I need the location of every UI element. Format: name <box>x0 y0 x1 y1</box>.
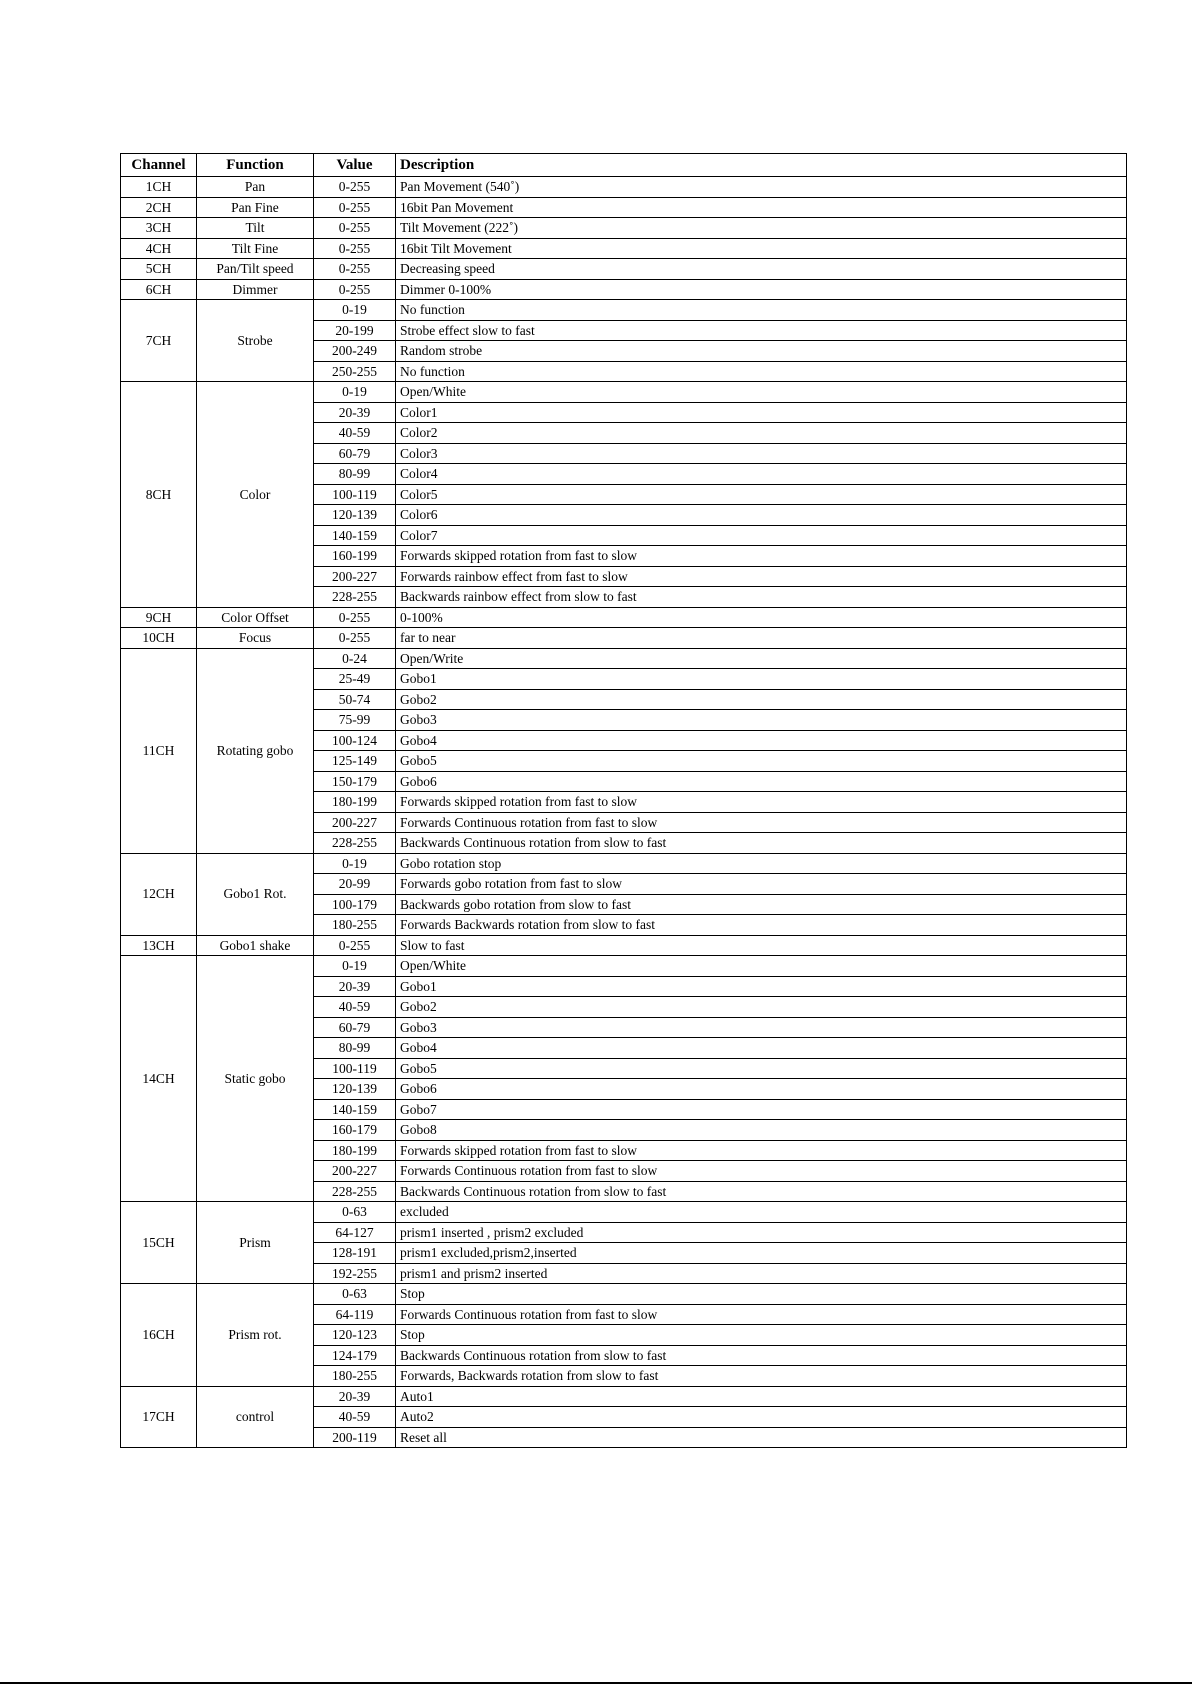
description-cell: Gobo2 <box>396 997 1127 1018</box>
value-cell: 0-255 <box>314 259 396 280</box>
table-row <box>121 607 1127 628</box>
function-cell: Prism <box>197 1202 314 1284</box>
description-cell: 16bit Pan Movement <box>396 197 1127 218</box>
description-cell: Gobo4 <box>396 1038 1127 1059</box>
value-cell: 20-39 <box>314 402 396 423</box>
description-cell: Forwards, Backwards rotation from slow to fast <box>396 1366 1127 1387</box>
description-cell: Gobo8 <box>396 1120 1127 1141</box>
description-cell: prism1 and prism2 inserted <box>396 1263 1127 1284</box>
value-cell: 0-19 <box>314 300 396 321</box>
function-cell: Gobo1 shake <box>197 935 314 956</box>
value-cell: 180-199 <box>314 1140 396 1161</box>
description-cell: Reset all <box>396 1427 1127 1448</box>
value-cell: 20-99 <box>314 874 396 895</box>
value-cell: 228-255 <box>314 833 396 854</box>
description-cell: 0-100% <box>396 607 1127 628</box>
value-cell: 0-255 <box>314 607 396 628</box>
description-cell: Backwards Continuous rotation from slow to fast <box>396 833 1127 854</box>
value-cell: 40-59 <box>314 1407 396 1428</box>
value-cell: 200-119 <box>314 1427 396 1448</box>
value-cell: 160-179 <box>314 1120 396 1141</box>
function-cell: Color <box>197 382 314 608</box>
value-cell: 80-99 <box>314 1038 396 1059</box>
value-cell: 125-149 <box>314 751 396 772</box>
description-cell: Gobo1 <box>396 976 1127 997</box>
value-cell: 0-255 <box>314 628 396 649</box>
table-row <box>121 1202 1127 1223</box>
description-cell: Forwards skipped rotation from fast to slow <box>396 546 1127 567</box>
channel-cell: 3CH <box>121 218 197 239</box>
value-cell: 120-139 <box>314 1079 396 1100</box>
table-row <box>121 628 1127 649</box>
description-cell: Forwards Backwards rotation from slow to fast <box>396 915 1127 936</box>
value-cell: 0-255 <box>314 935 396 956</box>
description-cell: Color2 <box>396 423 1127 444</box>
function-cell: Color Offset <box>197 607 314 628</box>
description-cell: Color5 <box>396 484 1127 505</box>
description-cell: excluded <box>396 1202 1127 1223</box>
value-cell: 180-255 <box>314 915 396 936</box>
value-cell: 60-79 <box>314 443 396 464</box>
description-cell: Tilt Movement (222˚) <box>396 218 1127 239</box>
value-cell: 0-255 <box>314 218 396 239</box>
table-row <box>121 300 1127 321</box>
table-row <box>121 218 1127 239</box>
table-row <box>121 956 1127 977</box>
value-cell: 0-19 <box>314 382 396 403</box>
description-cell: Forwards skipped rotation from fast to slow <box>396 792 1127 813</box>
description-cell: Forwards rainbow effect from fast to slow <box>396 566 1127 587</box>
description-cell: Forwards Continuous rotation from fast to slow <box>396 1161 1127 1182</box>
value-cell: 60-79 <box>314 1017 396 1038</box>
description-cell: far to near <box>396 628 1127 649</box>
dmx-channel-table <box>120 153 1127 1448</box>
description-cell: Backwards Continuous rotation from slow to fast <box>396 1181 1127 1202</box>
description-cell: Color7 <box>396 525 1127 546</box>
description-cell: Forwards skipped rotation from fast to slow <box>396 1140 1127 1161</box>
header-channel: Channel <box>121 154 197 177</box>
description-cell: Stop <box>396 1284 1127 1305</box>
channel-cell: 14CH <box>121 956 197 1202</box>
value-cell: 160-199 <box>314 546 396 567</box>
function-cell: Pan/Tilt speed <box>197 259 314 280</box>
value-cell: 228-255 <box>314 1181 396 1202</box>
channel-cell: 16CH <box>121 1284 197 1387</box>
channel-cell: 6CH <box>121 279 197 300</box>
value-cell: 0-19 <box>314 853 396 874</box>
table-row <box>121 177 1127 198</box>
value-cell: 200-227 <box>314 1161 396 1182</box>
value-cell: 128-191 <box>314 1243 396 1264</box>
description-cell: Gobo3 <box>396 1017 1127 1038</box>
description-cell: Backwards Continuous rotation from slow to fast <box>396 1345 1127 1366</box>
value-cell: 120-139 <box>314 505 396 526</box>
description-cell: Gobo3 <box>396 710 1127 731</box>
function-cell: Gobo1 Rot. <box>197 853 314 935</box>
description-cell: Open/White <box>396 382 1127 403</box>
description-cell: Random strobe <box>396 341 1127 362</box>
table-row <box>121 935 1127 956</box>
description-cell: Forwards gobo rotation from fast to slow <box>396 874 1127 895</box>
description-cell: No function <box>396 300 1127 321</box>
description-cell: Gobo6 <box>396 1079 1127 1100</box>
table-header-row <box>121 154 1127 177</box>
function-cell: Dimmer <box>197 279 314 300</box>
value-cell: 0-255 <box>314 238 396 259</box>
description-cell: Backwards gobo rotation from slow to fast <box>396 894 1127 915</box>
value-cell: 0-63 <box>314 1284 396 1305</box>
value-cell: 0-255 <box>314 197 396 218</box>
function-cell: Static gobo <box>197 956 314 1202</box>
description-cell: Forwards Continuous rotation from fast to slow <box>396 812 1127 833</box>
value-cell: 0-19 <box>314 956 396 977</box>
value-cell: 200-227 <box>314 812 396 833</box>
description-cell: prism1 excluded,prism2,inserted <box>396 1243 1127 1264</box>
description-cell: Auto2 <box>396 1407 1127 1428</box>
description-cell: Slow to fast <box>396 935 1127 956</box>
value-cell: 200-249 <box>314 341 396 362</box>
table-row <box>121 853 1127 874</box>
value-cell: 140-159 <box>314 1099 396 1120</box>
value-cell: 200-227 <box>314 566 396 587</box>
description-cell: Gobo rotation stop <box>396 853 1127 874</box>
value-cell: 20-39 <box>314 1386 396 1407</box>
description-cell: Color3 <box>396 443 1127 464</box>
function-cell: Focus <box>197 628 314 649</box>
value-cell: 64-127 <box>314 1222 396 1243</box>
value-cell: 180-255 <box>314 1366 396 1387</box>
table-row <box>121 648 1127 669</box>
description-cell: 16bit Tilt Movement <box>396 238 1127 259</box>
header-function: Function <box>197 154 314 177</box>
value-cell: 75-99 <box>314 710 396 731</box>
channel-cell: 8CH <box>121 382 197 608</box>
value-cell: 250-255 <box>314 361 396 382</box>
channel-cell: 15CH <box>121 1202 197 1284</box>
value-cell: 100-119 <box>314 484 396 505</box>
function-cell: Pan <box>197 177 314 198</box>
function-cell: Tilt <box>197 218 314 239</box>
value-cell: 0-255 <box>314 177 396 198</box>
value-cell: 100-124 <box>314 730 396 751</box>
value-cell: 100-179 <box>314 894 396 915</box>
function-cell: Strobe <box>197 300 314 382</box>
page-bottom-rule <box>0 1682 1192 1684</box>
value-cell: 0-24 <box>314 648 396 669</box>
description-cell: Open/Write <box>396 648 1127 669</box>
description-cell: Auto1 <box>396 1386 1127 1407</box>
value-cell: 0-255 <box>314 279 396 300</box>
description-cell: Color6 <box>396 505 1127 526</box>
table-row <box>121 197 1127 218</box>
channel-cell: 12CH <box>121 853 197 935</box>
value-cell: 20-39 <box>314 976 396 997</box>
channel-cell: 5CH <box>121 259 197 280</box>
value-cell: 40-59 <box>314 997 396 1018</box>
value-cell: 0-63 <box>314 1202 396 1223</box>
table-row <box>121 1284 1127 1305</box>
description-cell: prism1 inserted , prism2 excluded <box>396 1222 1127 1243</box>
value-cell: 80-99 <box>314 464 396 485</box>
description-cell: Gobo1 <box>396 669 1127 690</box>
table-body <box>121 177 1127 1448</box>
function-cell: Pan Fine <box>197 197 314 218</box>
description-cell: Forwards Continuous rotation from fast to slow <box>396 1304 1127 1325</box>
value-cell: 64-119 <box>314 1304 396 1325</box>
channel-cell: 7CH <box>121 300 197 382</box>
value-cell: 140-159 <box>314 525 396 546</box>
channel-cell: 9CH <box>121 607 197 628</box>
channel-cell: 1CH <box>121 177 197 198</box>
table-row <box>121 259 1127 280</box>
description-cell: Decreasing speed <box>396 259 1127 280</box>
channel-cell: 11CH <box>121 648 197 853</box>
value-cell: 192-255 <box>314 1263 396 1284</box>
description-cell: No function <box>396 361 1127 382</box>
description-cell: Gobo5 <box>396 1058 1127 1079</box>
description-cell: Color4 <box>396 464 1127 485</box>
header-description: Description <box>396 154 1127 177</box>
value-cell: 124-179 <box>314 1345 396 1366</box>
channel-cell: 17CH <box>121 1386 197 1448</box>
description-cell: Gobo7 <box>396 1099 1127 1120</box>
value-cell: 40-59 <box>314 423 396 444</box>
value-cell: 150-179 <box>314 771 396 792</box>
description-cell: Color1 <box>396 402 1127 423</box>
value-cell: 20-199 <box>314 320 396 341</box>
function-cell: control <box>197 1386 314 1448</box>
value-cell: 50-74 <box>314 689 396 710</box>
function-cell: Tilt Fine <box>197 238 314 259</box>
value-cell: 180-199 <box>314 792 396 813</box>
value-cell: 25-49 <box>314 669 396 690</box>
function-cell: Rotating gobo <box>197 648 314 853</box>
channel-cell: 13CH <box>121 935 197 956</box>
function-cell: Prism rot. <box>197 1284 314 1387</box>
value-cell: 100-119 <box>314 1058 396 1079</box>
description-cell: Pan Movement (540˚) <box>396 177 1127 198</box>
description-cell: Gobo6 <box>396 771 1127 792</box>
description-cell: Strobe effect slow to fast <box>396 320 1127 341</box>
description-cell: Backwards rainbow effect from slow to fast <box>396 587 1127 608</box>
description-cell: Gobo5 <box>396 751 1127 772</box>
description-cell: Gobo4 <box>396 730 1127 751</box>
channel-cell: 4CH <box>121 238 197 259</box>
channel-cell: 10CH <box>121 628 197 649</box>
description-cell: Open/White <box>396 956 1127 977</box>
description-cell: Gobo2 <box>396 689 1127 710</box>
table-row <box>121 382 1127 403</box>
table-row <box>121 238 1127 259</box>
table-row <box>121 1386 1127 1407</box>
channel-cell: 2CH <box>121 197 197 218</box>
header-value: Value <box>314 154 396 177</box>
value-cell: 120-123 <box>314 1325 396 1346</box>
description-cell: Dimmer 0-100% <box>396 279 1127 300</box>
description-cell: Stop <box>396 1325 1127 1346</box>
table-row <box>121 279 1127 300</box>
value-cell: 228-255 <box>314 587 396 608</box>
